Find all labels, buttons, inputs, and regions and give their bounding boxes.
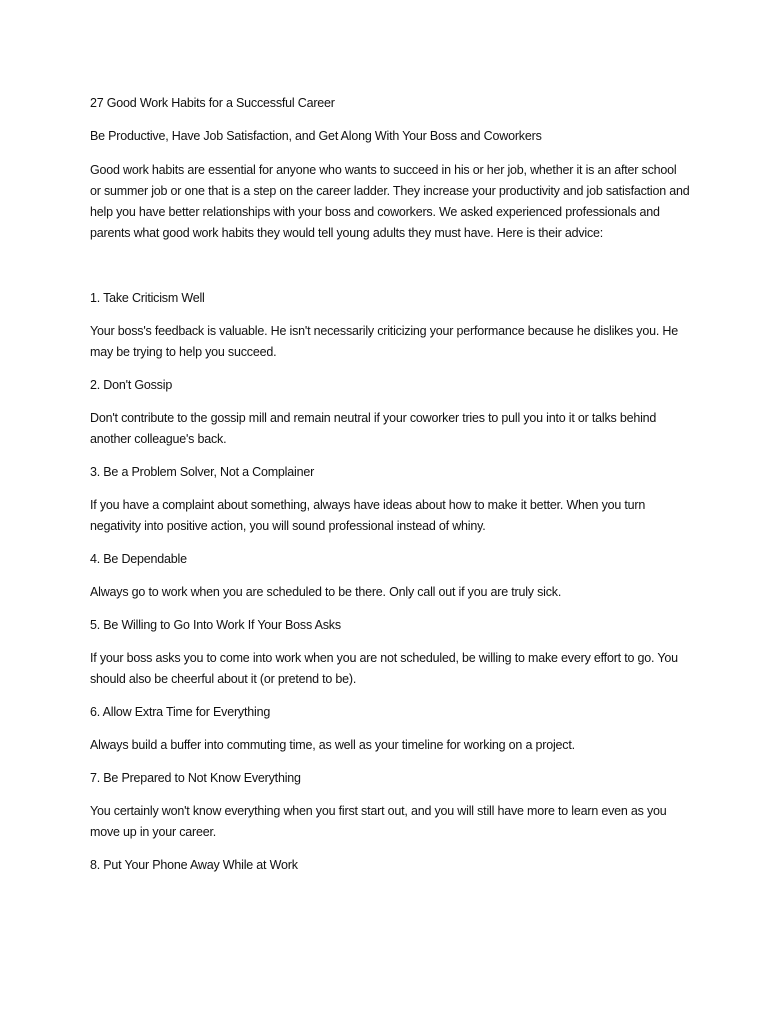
- habit-4-title: 4. Be Dependable: [90, 552, 187, 566]
- habit-6-body: Always build a buffer into commuting time, as well as your timeline for working on a project.: [90, 738, 575, 752]
- habit-6-title: 6. Allow Extra Time for Everything: [90, 705, 271, 719]
- habit-4-body: Always go to work when you are scheduled to be there. Only call out if you are truly sick.: [90, 585, 562, 599]
- habit-1-body: Your boss's feedback is valuable. He isn't necessarily criticizing your performance because he dislikes you. He may be trying to help you succeed.: [90, 324, 678, 359]
- habit-7-body: You certainly won't know everything when you first start out, and you will still have more to learn even as you move up in your career.: [90, 804, 667, 839]
- document-title: 27 Good Work Habits for a Successful Career: [90, 96, 335, 110]
- document-page: [90, 93, 690, 888]
- habit-1-title: 1. Take Criticism Well: [90, 291, 205, 305]
- habit-8-title: 8. Put Your Phone Away While at Work: [90, 858, 298, 872]
- habit-3-body: If you have a complaint about something, always have ideas about how to make it better. When you turn negativity into positive action, you will sound professional instead of whiny.: [90, 498, 646, 533]
- document-subtitle: Be Productive, Have Job Satisfaction, and Get Along With Your Boss and Coworkers: [90, 129, 542, 143]
- intro-paragraph: Good work habits are essential for anyone who wants to succeed in his or her job, whether it is an after school or summer job or one that is a step on the career ladder. They increase your productivity and job satisfaction and help you have better relationships with your boss and coworkers. We asked experienced professionals and parents what good work habits they would tell young adults they must have. Here is their advice:: [90, 163, 690, 240]
- habit-5-body: If your boss asks you to come into work when you are not scheduled, be willing to make every effort to go. You should also be cheerful about it (or pretend to be).: [90, 651, 678, 686]
- habit-3-title: 3. Be a Problem Solver, Not a Complainer: [90, 465, 315, 479]
- habit-2-title: 2. Don't Gossip: [90, 378, 173, 392]
- habit-5-title: 5. Be Willing to Go Into Work If Your Boss Asks: [90, 618, 341, 632]
- habit-7-title: 7. Be Prepared to Not Know Everything: [90, 771, 301, 785]
- habit-2-body: Don't contribute to the gossip mill and remain neutral if your coworker tries to pull you into it or talks behind another colleague's back.: [90, 411, 657, 446]
